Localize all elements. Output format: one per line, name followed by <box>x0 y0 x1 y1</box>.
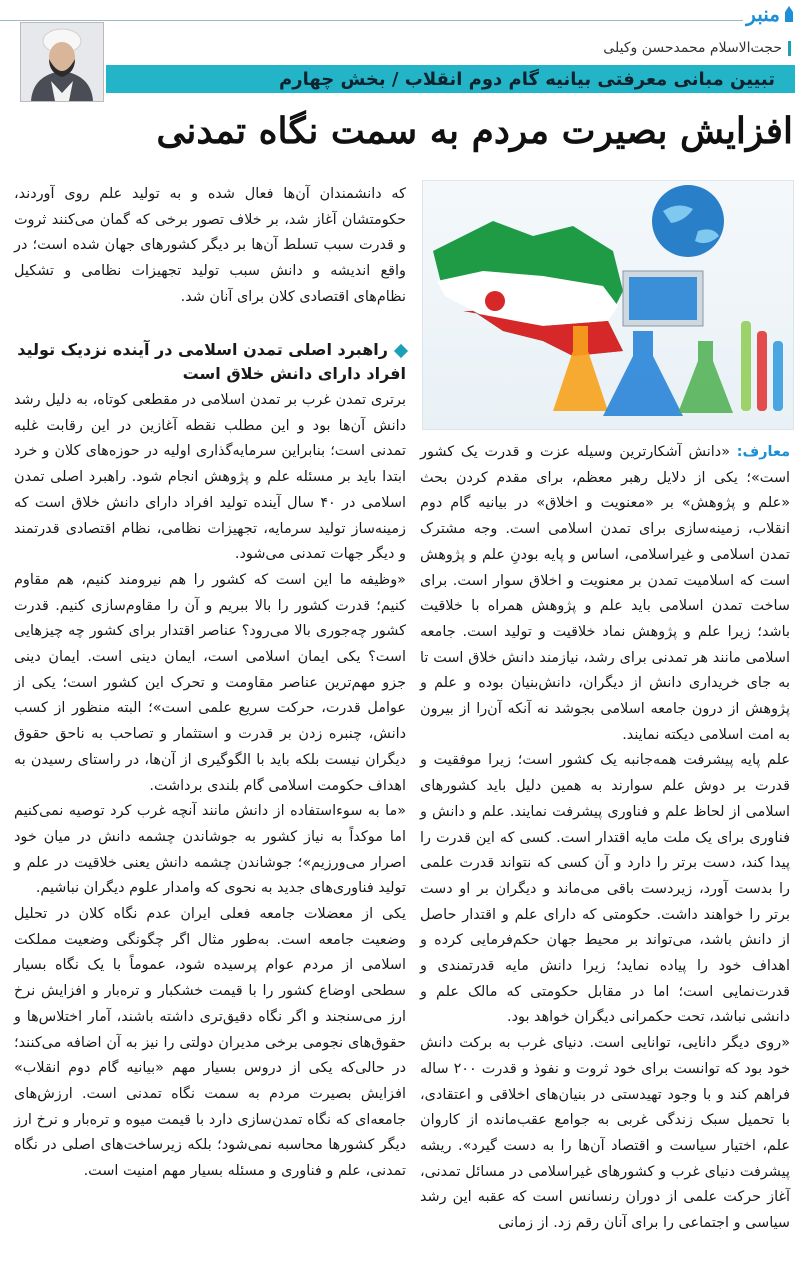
paragraph: یکی از معضلات جامعه فعلی ایران عدم نگاه کلان در تحلیل وضعیت جامعه است. به‌طور مثال اگر چگونگی وضعیت مملکت اسلامی از مردم عوام پرسیده شود، عموماً با یک نگاه بسیار سطحی اوضاع کشور را با قیمت خشکبار و تره‌بار و افزایش نرخ ارز می‌سنجند و اگر نگاه دقیق‌تری داشته باشند، آمار اختلاس‌ها و حقوق‌های نجومی برخی مدیران دولتی را نیز به آن اضافه می‌کنند؛ در حالی‌که یکی از دروس بسیار مهم «بیانیه گام دوم انقلاب» افزایش بصیرت مردم به سمت نگاه تمدنی است. ارزش‌های جامعه‌ای که نگاه تمدن‌سازی دارد با قیمت میوه و تره‌بار و نرخ ارز دیگر کشورها محاسبه نمی‌شود؛ بلکه زیرساخت‌های اصلی در نگاه تمدنی، علم و فناوری و مسئله بسیار مهم امنیت است. <box>14 906 406 1180</box>
body-right-column <box>420 440 790 1237</box>
byline <box>603 40 791 56</box>
article-headline: افزایش بصیرت مردم به سمت نگاه تمدنی <box>156 110 793 152</box>
intro-paragraph-left <box>14 182 406 311</box>
author-name: حجت‌الاسلام محمدحسن وکیلی <box>603 40 782 56</box>
ref-label: معارف: <box>736 444 790 460</box>
top-rule <box>0 20 743 21</box>
paragraph: علم پایه پیشرفت همه‌جانبه یک کشور است؛ زیرا موفقیت و قدرت بر دوش علم سوارند به همین دلیل باید کشورهای اسلامی از لحاظ علم و فناوری پیشرفت نمایند. علم و دانش و فناوری برای یک ملت مایه اقتدار است. کسی که این قدرت را پیدا کند، دست برتر را دارد و آن کسی که نتواند قدرت علمی را بدست آورد، زیردست باقی می‌ماند و دیگران بر او دست برتر را خواهند داشت. حکومتی که دارای علم و اقتدار حاصل از دانش باشد، می‌تواند بر محیط جهان حکم‌فرمایی کرده و اهداف خود را پیاده نماید؛ زیرا دانش مایه قدرتمندی و قدرت‌نمایی است؛ اما در مقابل حکومتی که مالک علم و دانشی نباشد، تحت حکمرانی دیگران خواهد بود. <box>420 752 790 1026</box>
paragraph: برتری تمدن غرب بر تمدن اسلامی در مقطعی کوتاه، به دلیل رشد دانش آن‌ها بود و این مطلب نقطه آغازین در این رقابت غلبه تمدنی است؛ بنابراین سرمایه‌گذاری اولیه در حوزه‌های کلان و خرد ابتدا باید بر مسئله علم و پژوهش انجام شود. راهبرد اصلی تمدن اسلامی در ۴۰ سال آینده تولید افراد دارای دانش خلاق است که زمینه‌ساز تولید سرمایه، تجهیزات نظامی، نظام اقتصادی قدرتمند و دیگر جهات تمدنی می‌شود. <box>14 392 407 563</box>
paragraph: «روی دیگر دانایی، توانایی است. دنیای غرب به برکت دانش خود بود که توانست برای خود ثروت و نفوذ و قدرت ۲۰۰ ساله فراهم کند و با وجود تهیدستی در بنیان‌های اخلاقی و اعتقادی، با تحمیل سبک زندگی غربی به جوامع عقب‌مانده از کاروان علم، اختیار سیاست و اقتصاد آن‌ها را به دست گیرد». ریشه پیشرفت دنیای غرب و کشورهای غیراسلامی در مسائل تمدنی، آغاز حرکت علمی از دوران رنسانس است که عقبه این رشد سیاسی و اجتماعی را برای آنان رقم زد. از زمانی <box>420 1035 790 1232</box>
byline-bar <box>788 41 791 56</box>
body-left-column <box>14 388 406 1185</box>
iran-map-science-illustration <box>423 181 793 429</box>
section-logo[interactable] <box>746 2 795 26</box>
author-avatar <box>20 22 104 102</box>
series-banner <box>106 65 795 93</box>
paragraph: «ما به سوءاستفاده از دانش مانند آنچه غرب کرد توصیه نمی‌کنیم اما موکداً به نیاز کشور به جوشاندن چشمه دانش در میان خود اصرار می‌ورزیم»؛ جوشاندن چشمه دانش یعنی خلاقیت در علم و تولید فناوری‌های جدید به نحوی که وامدار علوم دیگران نباشیم. <box>14 803 406 897</box>
intro-text: که دانشمندان آن‌ها فعال شده و به تولید علم روی آوردند، حکومتشان آغاز شد، بر خلاف تصور برخی که گمان می‌کنند ثروت و قدرت سبب تسلط آن‌ها بر دیگر کشورهای جهان شده است؛ در واقع اندیشه و دانش سبب تولید تجهیزات نظامی و تشکیل نظام‌های اقتصادی کلان برای آنان شد. <box>14 186 406 305</box>
paragraph: «وظیفه ما این است که کشور را هم نیرومند کنیم، هم مقاوم کنیم؛ قدرت کشور را بالا ببریم و آن را مقاوم‌سازی کنیم. قدرت کشور چه‌جوری بالا می‌رود؟ عناصر اقتدار برای کشور چه چیزهایی است؟ یکی ایمان اسلامی است، ایمان دینی است. ایمان دینی جزو مهم‌ترین عناصر مقاومت و تحرک این کشور است؛ یکی از عوامل قدرت، حرکت سریع علمی است»؛ البته منظور از کسب دانش، چنبره زدن بر قدرت و استثمار و تصاحب به ناحق حقوق دیگران نیست بلکه باید با الگوگیری از آن‌ها، در راستای رسیدن به اهداف حکومت اسلامی گام بلندی برداشت. <box>14 571 406 794</box>
mosque-pulpit-icon <box>783 6 795 22</box>
paragraph <box>420 440 790 748</box>
paragraph-text: «دانش آشکارترین وسیله عزت و قدرت یک کشور است»؛ یکی از دلایل رهبر معظم، برای مقدم کردن بحث «علم و پژوهش» بر «معنویت و اخلاق» در بیانیه گام دوم انقلاب، زمینه‌سازی برای تمدن اسلامی است. وجه مشترک تمدن اسلامی و غیراسلامی، اساس و پایه بودنِ علم و پژوهش است که اسلامیت تمدن بر معنویت و اخلاق سوار است. برای ساخت تمدن اسلامی باید علم و پژوهش همراه با خلاقیت باشد؛ زیرا علم و پژوهش نماد خلاقیت و تولید است. جامعه اسلامی مانند هر تمدنی برای رشد، نیازمند دانش خلاق است تا به جای خریداری دانش از دیگران، دانش‌بنیان بوده و علم و پژوهش از درون جامعه اسلامی بجوشد نه آنکه آن‌را از بیرون به امت اسلامی دیکته نمایند. <box>420 444 790 743</box>
subheading <box>14 338 406 386</box>
subheading-marker-icon <box>394 343 408 357</box>
top-bar <box>0 0 803 34</box>
subheading-text: راهبرد اصلی تمدن اسلامی در آینده نزدیک تولید افراد دارای دانش خلاق است <box>17 340 406 383</box>
series-title: تبیین مبانی معرفتی بیانیه گام دوم انقلاب / بخش چهارم <box>279 68 775 90</box>
section-name: منبر <box>746 2 780 26</box>
article-figure <box>422 180 794 430</box>
